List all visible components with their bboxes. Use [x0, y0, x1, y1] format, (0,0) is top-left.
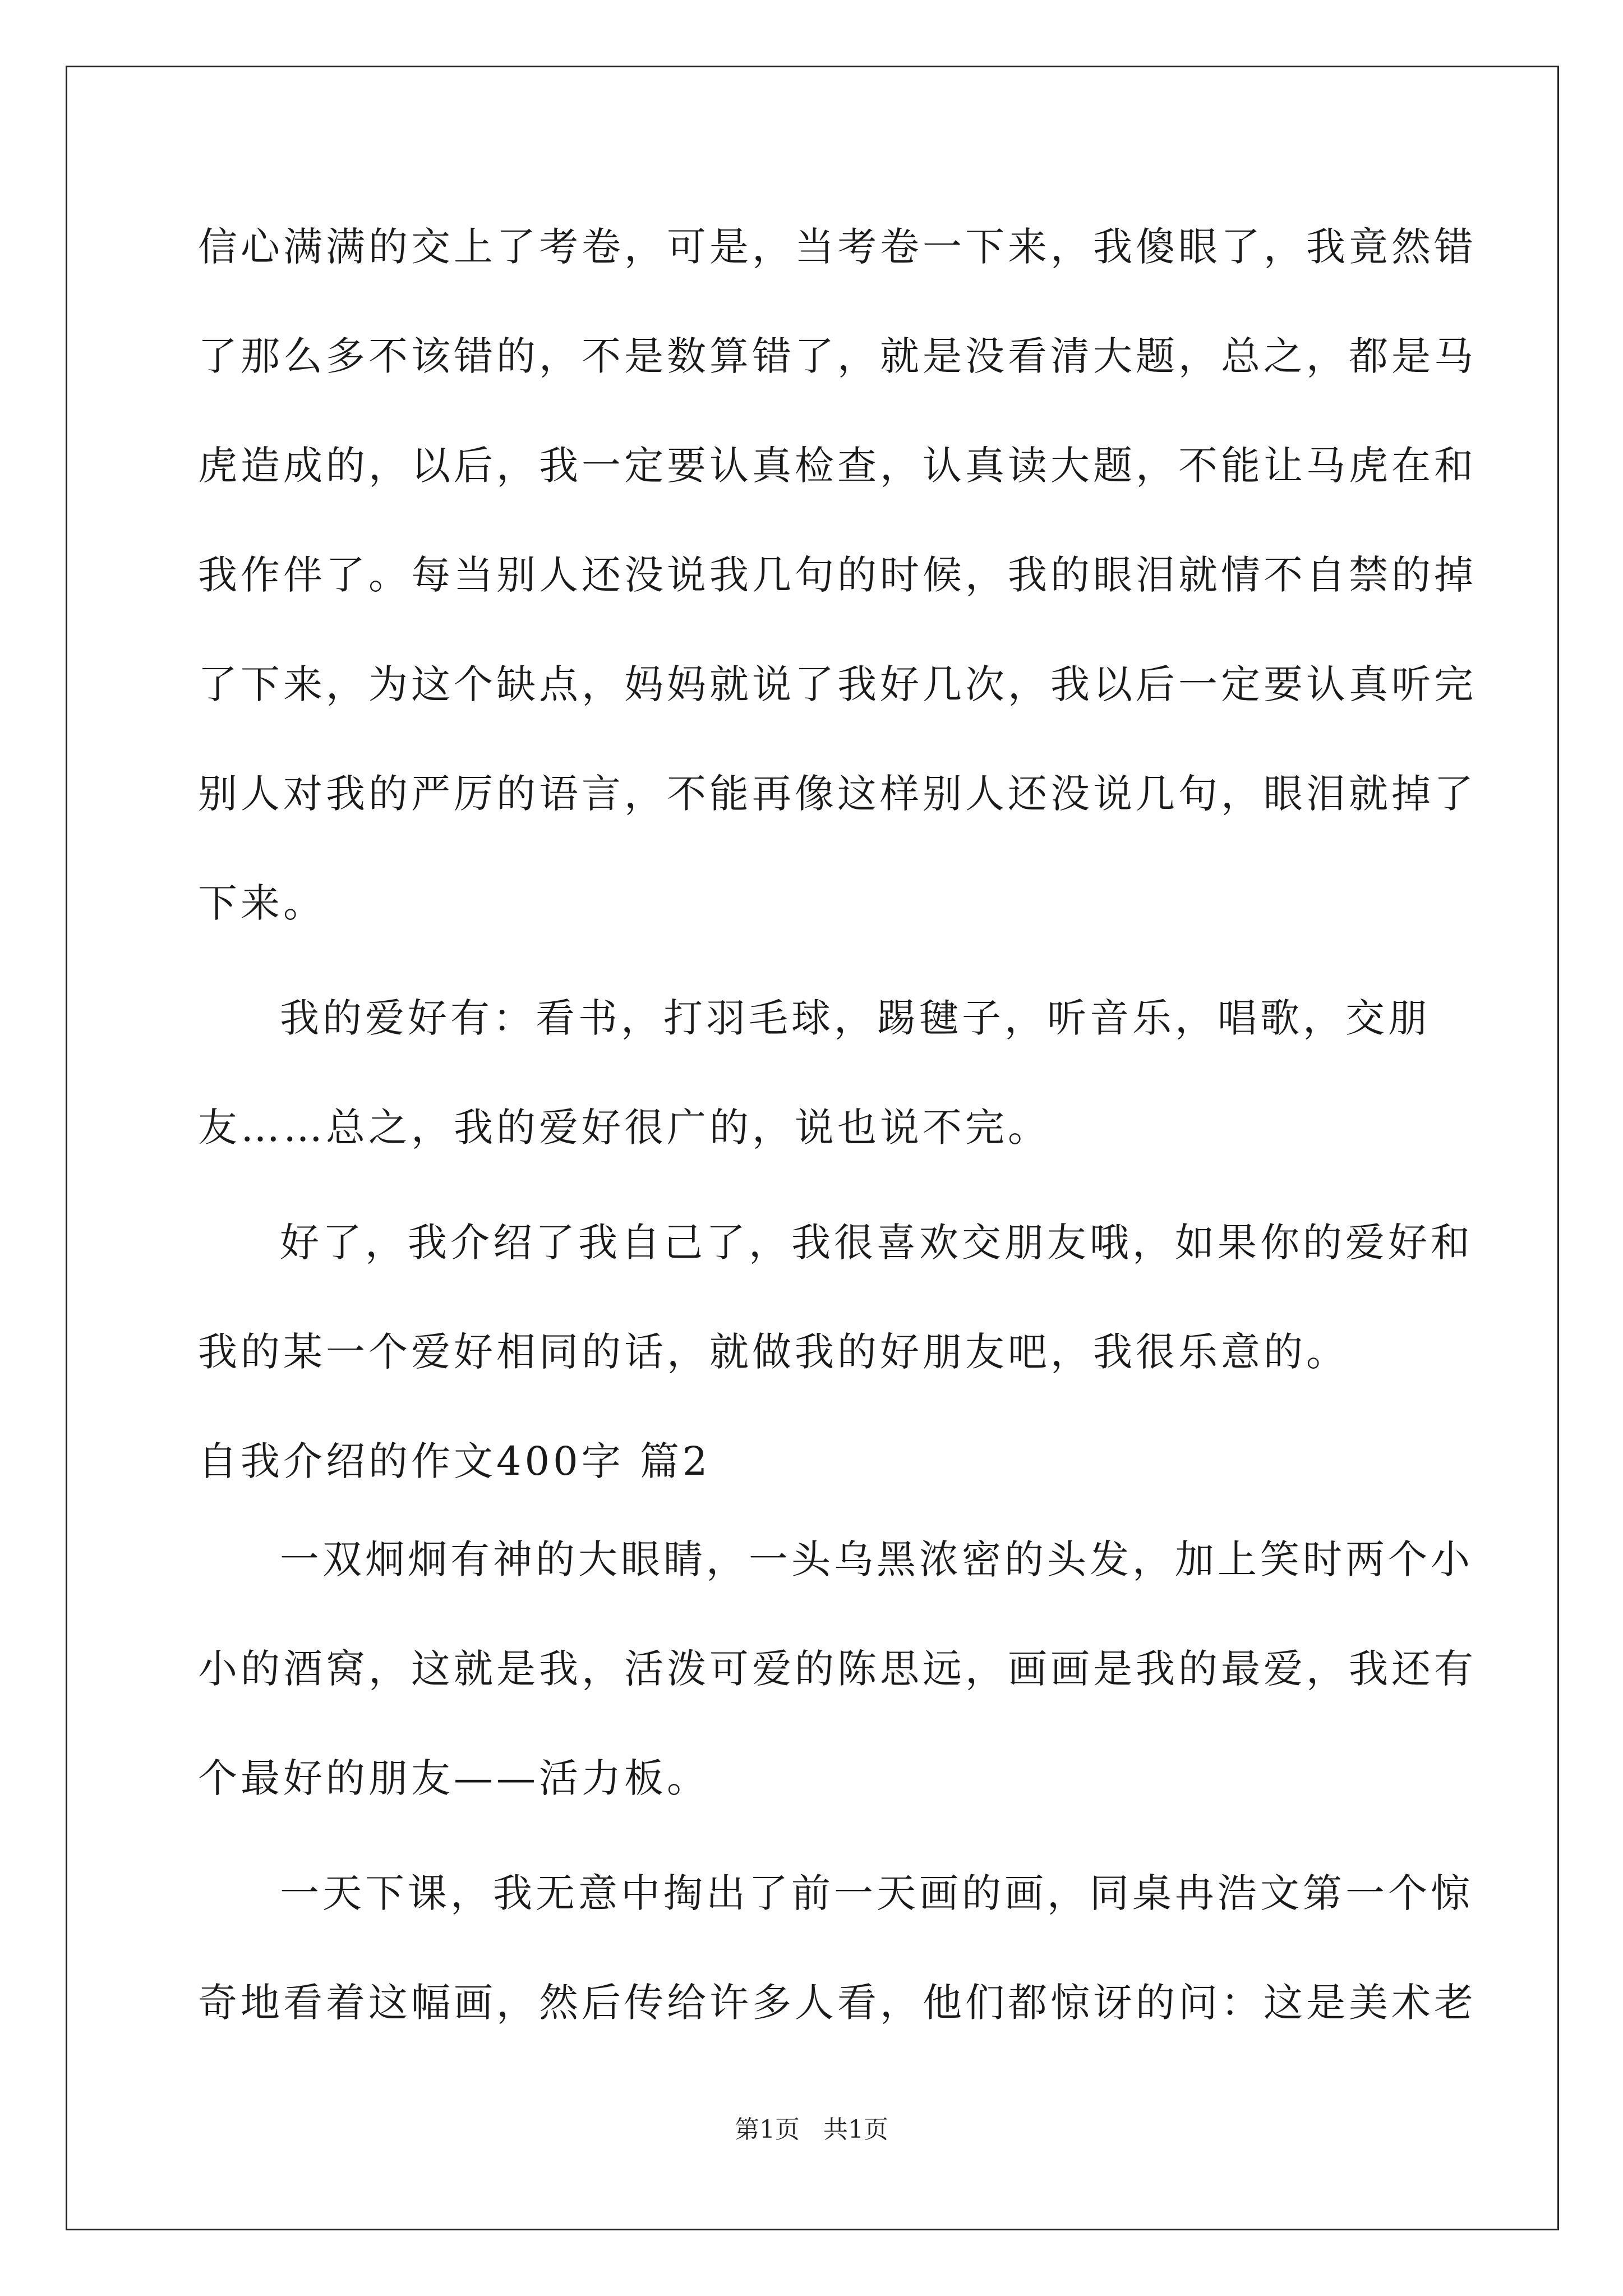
paragraph	[198, 216, 1477, 982]
paragraph	[198, 1529, 1477, 1857]
text-line: 了那么多不该错的，不是数算错了，就是没看清大题，总之，都是马	[198, 333, 1477, 379]
text-line: 下来。	[198, 880, 326, 926]
text-line: 奇地看着这幅画，然后传给许多人看，他们都惊讶的问：这是美术老	[198, 1980, 1477, 2026]
text-line: 别人对我的严厉的语言，不能再像这样别人还没说几句，眼泪就掉了	[198, 771, 1477, 817]
text-line: 虎造成的，以后，我一定要认真检查，认真读大题，不能让马虎在和	[198, 443, 1477, 489]
paragraph	[198, 1862, 1477, 2081]
paragraph	[198, 987, 1431, 1206]
text-line: 信心满满的交上了考卷，可是，当考卷一下来，我傻眼了，我竟然错	[198, 224, 1477, 270]
section-heading: 自我介绍的作文400字 篇2	[198, 1438, 711, 1484]
text-line: 小的酒窝，这就是我，活泼可爱的陈思远，画画是我的最爱，我还有	[198, 1646, 1477, 1692]
paragraph	[198, 1212, 1473, 1430]
page-total: 共1页	[823, 2115, 888, 2144]
text-line: 一天下课，我无意中掏出了前一天画的画，同桌冉浩文第一个惊	[280, 1870, 1473, 1916]
page-number: 第1页	[735, 2115, 800, 2144]
text-line: 好了，我介绍了我自己了，我很喜欢交朋友哦，如果你的爱好和	[280, 1220, 1473, 1266]
text-line: 个最好的朋友——活力板。	[198, 1755, 709, 1801]
text-line: 了下来，为这个缺点，妈妈就说了我好几次，我以后一定要认真听完	[198, 661, 1477, 707]
page-footer	[0, 2109, 1623, 2145]
document-body	[198, 216, 1477, 2081]
text-line: 一双炯炯有神的大眼睛，一头乌黑浓密的头发，加上笑时两个小	[280, 1536, 1473, 1582]
text-line: 友……总之，我的爱好很广的，说也说不完。	[198, 1105, 1050, 1151]
text-line: 我的某一个爱好相同的话，就做我的好朋友吧，我很乐意的。	[198, 1329, 1349, 1375]
text-line: 我作伴了。每当别人还没说我几句的时候，我的眼泪就情不自禁的掉	[198, 552, 1477, 598]
text-line: 我的爱好有：看书，打羽毛球，踢毽子，听音乐，唱歌，交朋	[280, 995, 1431, 1041]
